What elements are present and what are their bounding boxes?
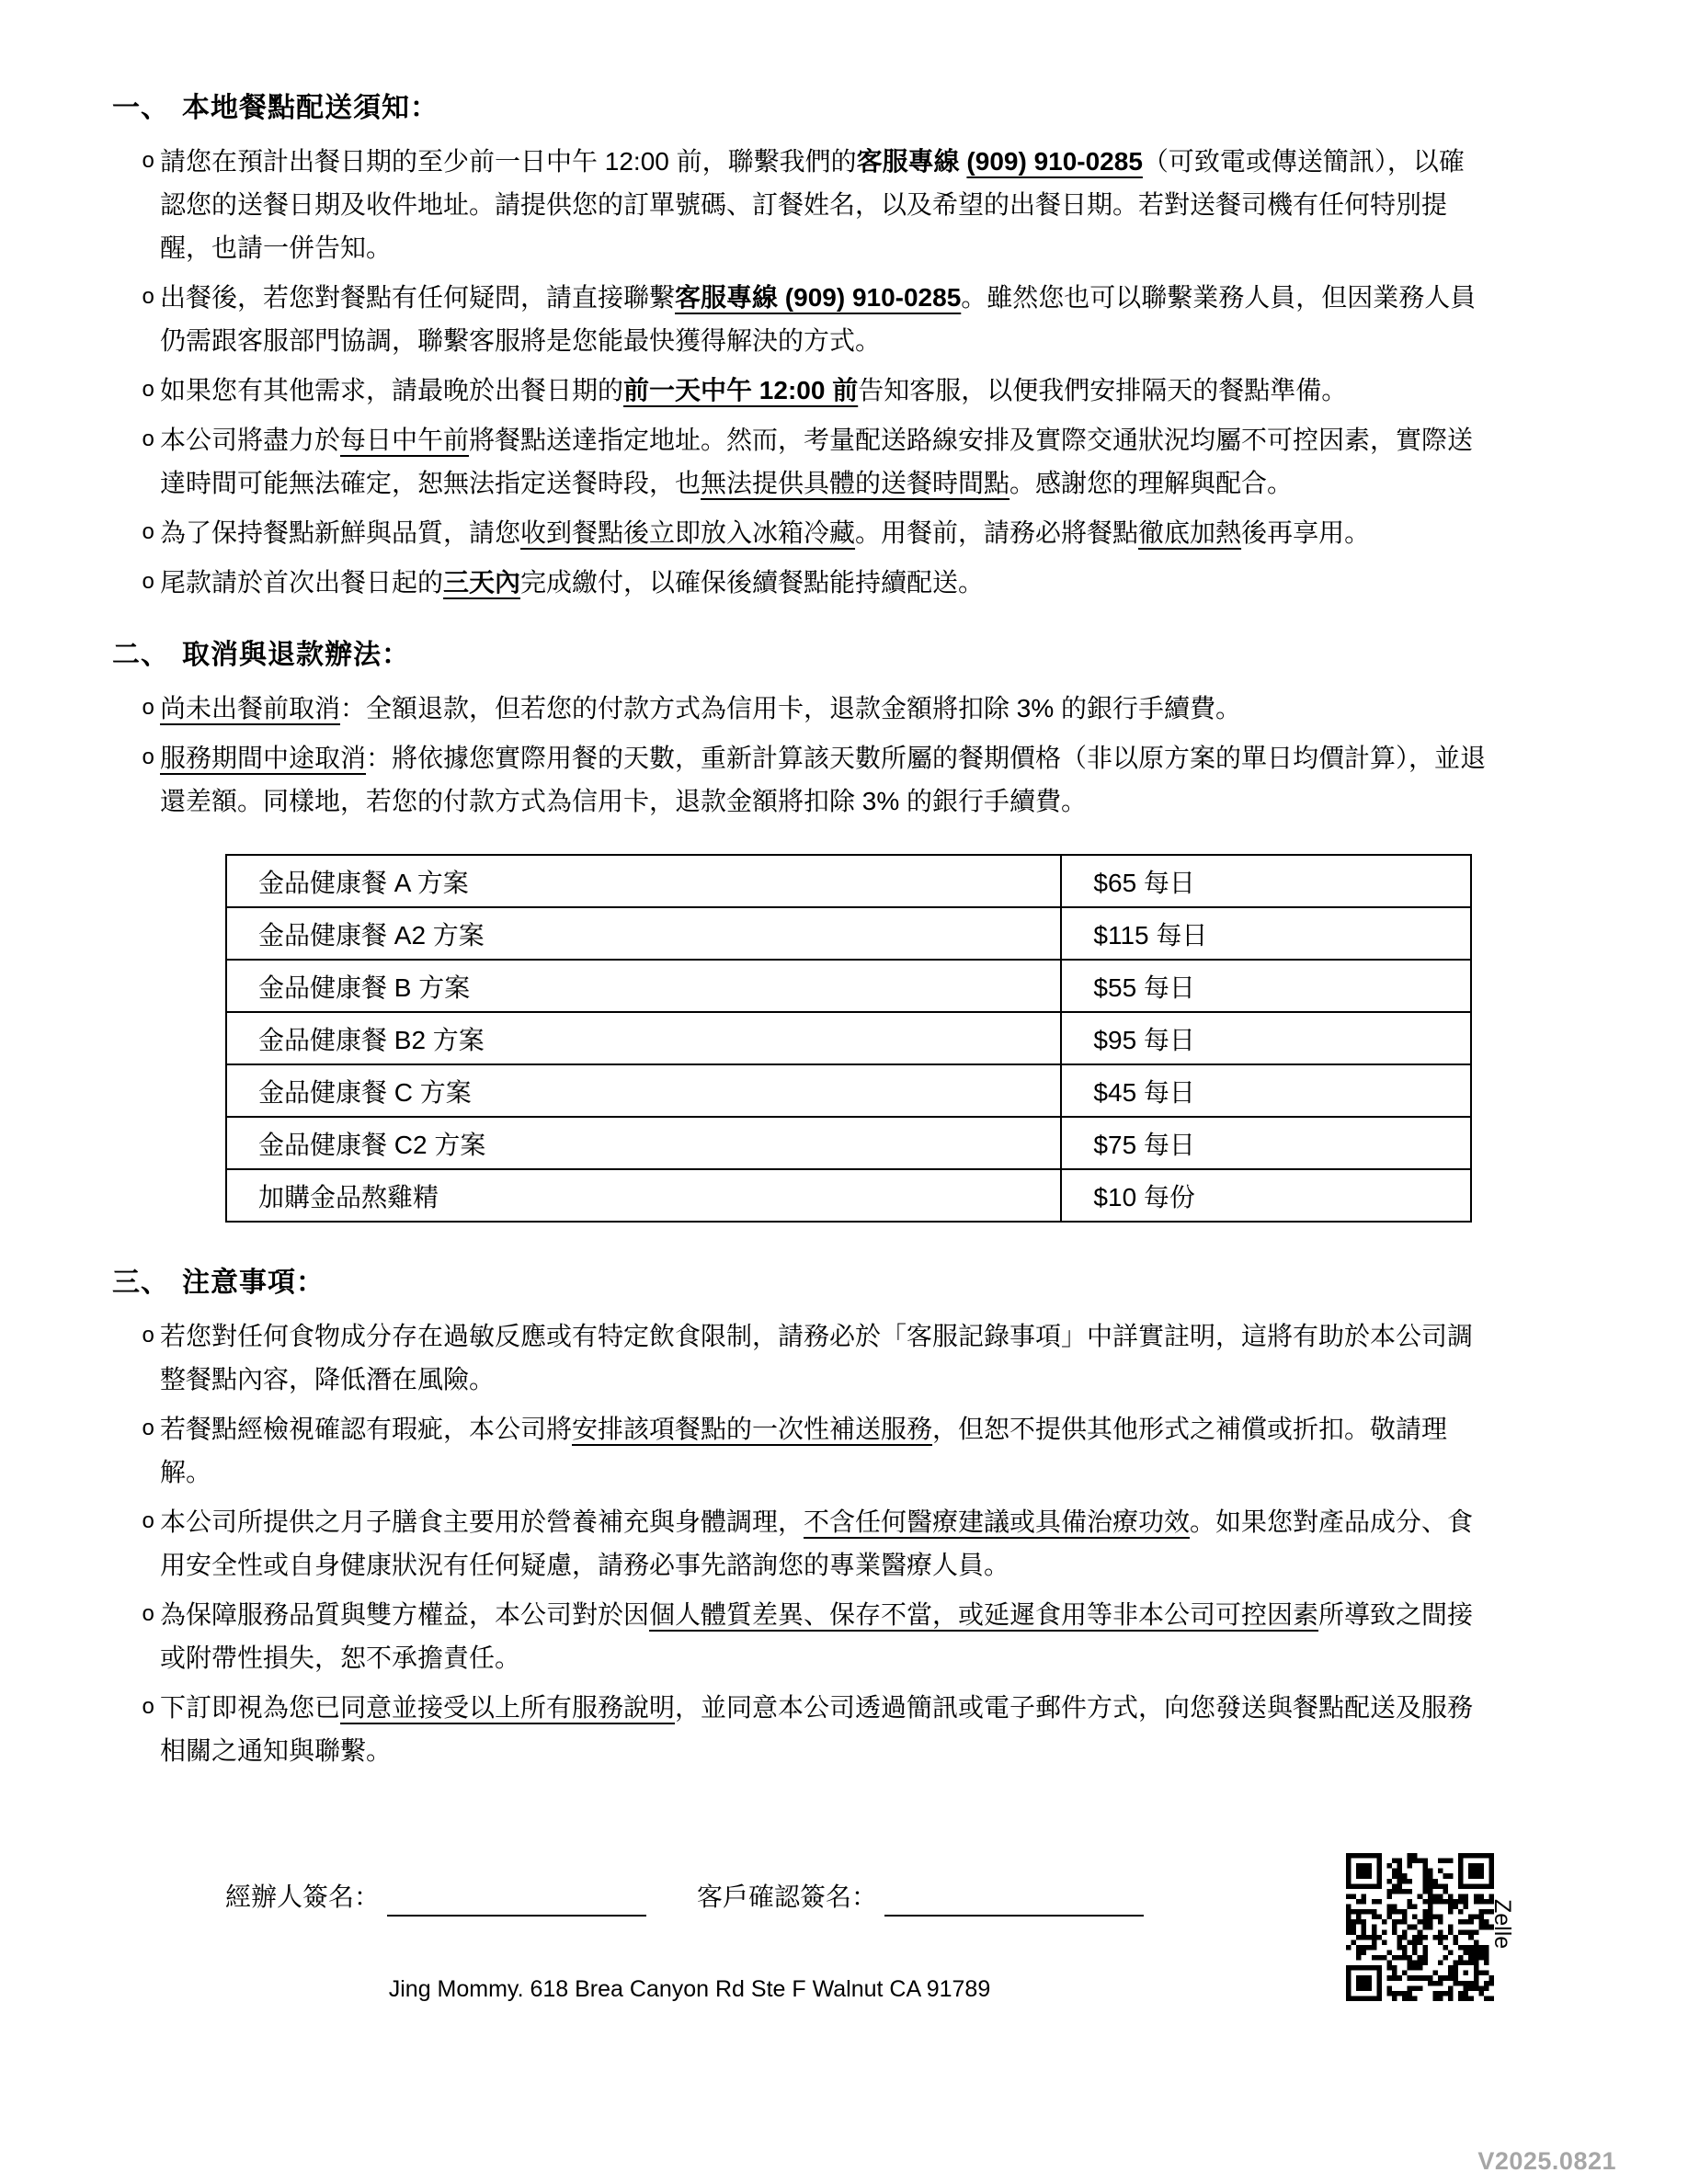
bullet-marker-icon: o (142, 428, 155, 453)
section-title: 本地餐點配送須知： (182, 93, 439, 123)
section-title: 取消與退款辦法： (182, 640, 410, 670)
plan-name-cell: 金品健康餐 B 方案 (226, 960, 1061, 1012)
bullet-text: 若餐點經檢視確認有瑕疵，本公司將安排該項餐點的一次性補送服務，但恕不提供其他形式之補償或折扣。敬請理解。 (160, 1415, 1448, 1486)
plan-price-cell: $45 每日 (1061, 1064, 1471, 1117)
bullet-item (112, 140, 1487, 269)
plan-price-cell: $95 每日 (1061, 1012, 1471, 1064)
bullet-marker-icon: o (142, 1325, 155, 1349)
price-table-row (226, 907, 1471, 960)
section-number: 三、 (112, 1268, 169, 1298)
section-notes (112, 1263, 1489, 1772)
bullet-marker-icon: o (142, 1696, 155, 1721)
section-delivery-notice (112, 88, 1489, 604)
bullet-text: 為了保持餐點新鮮與品質，請您收到餐點後立即放入冰箱冷藏。用餐前，請務必將餐點徹底加熱後再享用。 (160, 518, 1371, 547)
customer-signature-block (697, 1877, 1144, 1917)
bullet-marker-icon: o (142, 379, 155, 404)
plan-name-cell: 金品健康餐 A2 方案 (226, 907, 1061, 960)
bullet-item (112, 687, 1487, 730)
section-heading (112, 635, 1489, 676)
plan-name-cell: 金品健康餐 C 方案 (226, 1064, 1061, 1117)
price-table (225, 854, 1472, 1223)
price-table-row (226, 1064, 1471, 1117)
plan-name-cell: 金品健康餐 A 方案 (226, 855, 1061, 907)
footer-address: Jing Mommy. 618 Brea Canyon Rd Ste F Walnut CA 91789 (388, 1976, 991, 2002)
bullet-marker-icon: o (142, 1603, 155, 1628)
bullet-text: 本公司所提供之月子膳食主要用於營養補充與身體調理，不含任何醫療建議或具備治療功效。如果您對產品成分、食用安全性或自身健康狀況有任何疑慮，請務必事先諮詢您的專業醫療人員。 (160, 1507, 1474, 1579)
bullet-text: 為保障服務品質與雙方權益，本公司對於因個人體質差異、保存不當，或延遲食用等非本公司可控因素所導致之間接或附帶性損失，恕不承擔責任。 (160, 1600, 1474, 1672)
plan-name-cell: 金品健康餐 B2 方案 (226, 1012, 1061, 1064)
section-heading (112, 1263, 1489, 1303)
bullet-item (112, 369, 1487, 412)
agent-signature-block (225, 1877, 646, 1917)
section-number: 一、 (112, 93, 169, 123)
bullet-item (112, 1500, 1487, 1587)
bullet-item (112, 276, 1487, 362)
bullet-item (112, 1593, 1487, 1679)
agent-signature-line[interactable] (387, 1883, 646, 1917)
bullet-text: 本公司將盡力於每日中午前將餐點送達指定地址。然而，考量配送路線安排及實際交通狀況均屬不可控因素，實際送達時間可能無法確定，恕無法指定送餐時段，也無法提供具體的送餐時間點。感謝您的理解與配合。 (160, 426, 1474, 497)
plan-name-cell: 加購金品熬雞精 (226, 1169, 1061, 1222)
bullet-marker-icon: o (142, 697, 155, 722)
bullet-marker-icon: o (142, 1417, 155, 1442)
bullet-list (112, 140, 1489, 604)
bullet-text: 如果您有其他需求，請最晚於出餐日期的前一天中午 12:00 前告知客服，以便我們安排隔天的餐點準備。 (160, 376, 1348, 404)
bullet-item (112, 1314, 1487, 1401)
price-table-row (226, 1117, 1471, 1169)
price-table-body (226, 855, 1471, 1222)
bullet-marker-icon: o (142, 746, 155, 771)
agent-signature-label: 經辦人簽名： (225, 1883, 381, 1911)
document-version: V2025.0821 (1477, 2147, 1616, 2175)
bullet-item (112, 561, 1487, 604)
plan-price-cell: $75 每日 (1061, 1117, 1471, 1169)
section-number: 二、 (112, 640, 169, 670)
bullet-item (112, 1407, 1487, 1494)
bullet-text: 下訂即視為您已同意並接受以上所有服務說明，並同意本公司透過簡訊或電子郵件方式，向您發送與餐點配送及服務相關之通知與聯繫。 (160, 1693, 1474, 1765)
section-heading (112, 88, 1489, 129)
section-cancellation-refund (112, 635, 1489, 823)
bullet-text: 若您對任何食物成分存在過敏反應或有特定飲食限制，請務必於「客服記錄事項」中詳實註明，這將有助於本公司調整餐點內容，降低潛在風險。 (160, 1322, 1474, 1393)
document-body (112, 88, 1489, 1803)
bullet-text: 出餐後，若您對餐點有任何疑問，請直接聯繫客服專線 (909) 910-0285。雖然您也可以聯繫業務人員，但因業務人員仍需跟客服部門協調，聯繫客服將是您能最快獲得解決的方式。 (160, 283, 1477, 355)
bullet-text: 服務期間中途取消：將依據您實際用餐的天數，重新計算該天數所屬的餐期價格（非以原方案的單日均價計算），並退還差額。同樣地，若您的付款方式為信用卡，退款金額將扣除 3% 的銀行手續費。 (160, 744, 1487, 815)
section-title: 注意事項： (182, 1268, 325, 1298)
bullet-item (112, 736, 1487, 823)
bullet-text: 尚未出餐前取消：全額退款，但若您的付款方式為信用卡，退款金額將扣除 3% 的銀行手續費。 (160, 694, 1242, 722)
zelle-qr-label: Zelle (1489, 1899, 1515, 1950)
plan-name-cell: 金品健康餐 C2 方案 (226, 1117, 1061, 1169)
bullet-list (112, 1314, 1489, 1772)
bullet-marker-icon: o (142, 286, 155, 311)
customer-signature-line[interactable] (884, 1883, 1144, 1917)
plan-price-cell: $10 每份 (1061, 1169, 1471, 1222)
bullet-marker-icon: o (142, 150, 155, 175)
bullet-list (112, 687, 1489, 823)
price-table-row (226, 855, 1471, 907)
price-table-row (226, 1169, 1471, 1222)
customer-signature-label: 客戶確認簽名： (697, 1883, 878, 1911)
bullet-marker-icon: o (142, 1510, 155, 1535)
zelle-qr-code (1346, 1853, 1494, 2001)
bullet-item (112, 511, 1487, 554)
price-table-row (226, 960, 1471, 1012)
bullet-text: 尾款請於首次出餐日起的三天內完成繳付，以確保後續餐點能持續配送。 (160, 568, 985, 597)
plan-price-cell: $55 每日 (1061, 960, 1471, 1012)
bullet-marker-icon: o (142, 571, 155, 596)
plan-price-cell: $115 每日 (1061, 907, 1471, 960)
bullet-item (112, 418, 1487, 505)
price-table-row (226, 1012, 1471, 1064)
plan-price-cell: $65 每日 (1061, 855, 1471, 907)
bullet-marker-icon: o (142, 521, 155, 546)
bullet-text: 請您在預計出餐日期的至少前一日中午 12:00 前，聯繫我們的客服專線 (909) 910-0285（可致電或傳送簡訊），以確認您的送餐日期及收件地址。請提供您的訂單號碼、訂餐姓名，以及希望的出餐日期。若對送餐司機有任何特別提醒，也請一併告知。 (160, 147, 1465, 262)
bullet-item (112, 1686, 1487, 1772)
